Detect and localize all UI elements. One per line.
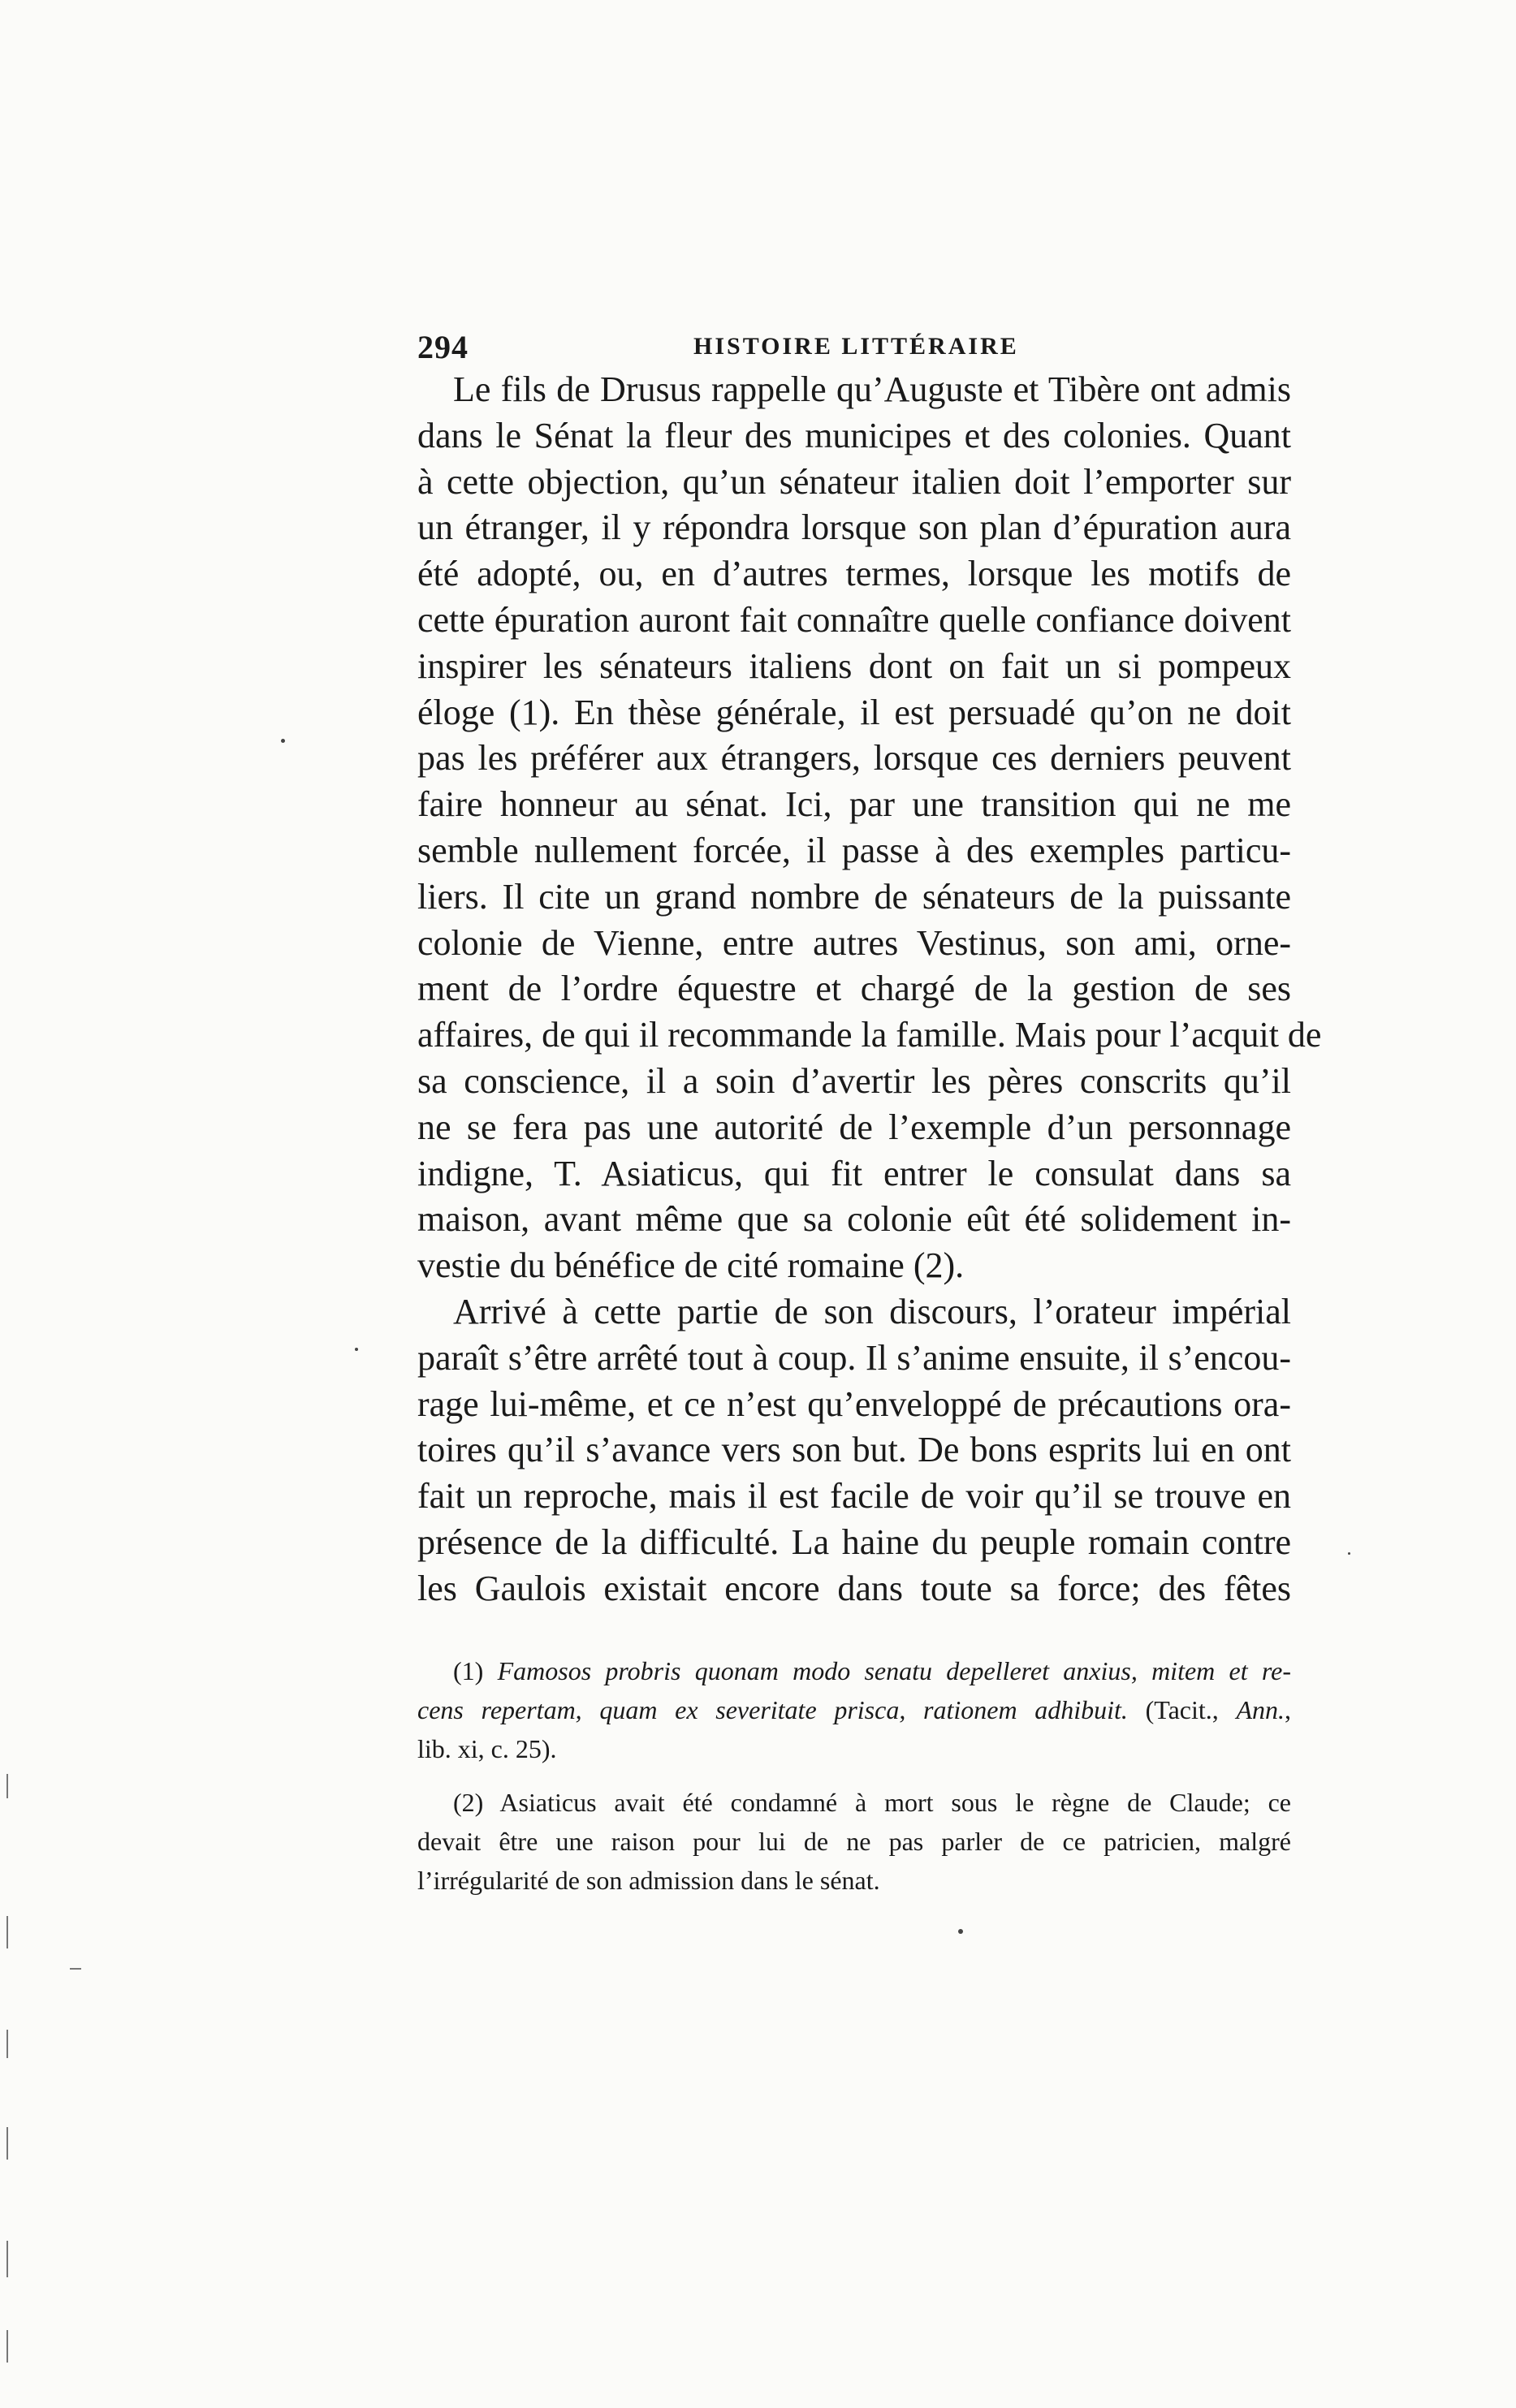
text-line: faire honneur au sénat. Ici, par une transition qui ne me [417,784,1291,825]
footnote-1-quote: cens repertam, quam ex severitate prisca, rationem adhibuit. [417,1695,1128,1724]
text-line: indigne, T. Asiaticus, qui fit entrer le consulat dans sa [417,1153,1291,1193]
text-line: fait un reproche, mais il est facile de voir qu’il se trouve en [417,1476,1291,1517]
scan-speck [281,739,285,743]
text-line: un étranger, il y répondra lorsque son plan d’épuration aura [417,507,1291,548]
text-line: pas les préférer aux étrangers, lorsque ces derniers peuvent [417,738,1291,779]
scan-mark [6,2330,8,2363]
text-line: dans le Sénat la fleur des municipes et des colonies. Quant [417,415,1291,455]
footnote-1-marker: (1) [453,1656,484,1685]
footnote-1-line [417,1690,1291,1729]
footnote-2-line: devait être une raison pour lui de ne pas parler de ce patricien, malgré [417,1827,1291,1856]
scan-mark [6,2030,8,2058]
text-line: paraît s’être arrêté tout à coup. Il s’anime ensuite, il s’encou- [417,1337,1291,1378]
page-number: 294 [417,329,469,365]
text-line: liers. Il cite un grand nombre de sénateurs de la puissante [417,876,1291,917]
text-line: semble nullement forcée, il passe à des exemples particu- [417,830,1291,870]
text-line: vestie du bénéfice de cité romaine (2). [417,1245,965,1286]
footnote-1-ref-comma: , [1285,1695,1291,1724]
scan-speck [1348,1552,1350,1555]
scan-mark [6,2127,8,2160]
text-line: présence de la difficulté. La haine du peuple romain contre [417,1521,1291,1562]
scan-speck [958,1929,963,1934]
text-line: affaires, de qui il recommande la famille. Mais pour l’acquit de [417,1015,1322,1055]
text-line: à cette objection, qu’un sénateur italien doit l’emporter sur [417,461,1291,502]
text-line: cette épuration auront fait connaître quelle confiance doivent [417,599,1291,640]
footnote-1-line [417,1651,1291,1690]
text-line: sa conscience, il a soin d’avertir les pères conscrits qu’il [417,1060,1291,1101]
text-line: été adopté, ou, en d’autres termes, lorsque les motifs de [417,554,1291,594]
text-line: Le fils de Drusus rappelle qu’Auguste et Tibère ont admis [453,369,1291,409]
text-line: rage lui-même, et ce n’est qu’enveloppé de précautions ora- [417,1383,1291,1424]
footnote-1-line: lib. xi, c. 25). [417,1734,557,1763]
text-line: inspirer les sénateurs italiens dont on fait un si pompeux [417,645,1291,686]
text-line: colonie de Vienne, entre autres Vestinus, son ami, orne- [417,922,1291,963]
scan-mark [70,1968,81,1970]
footnotes [417,1651,1291,1900]
text-line: maison, avant même que sa colonie eût été solidement in- [417,1199,1291,1240]
footnote-2-line: l’irrégularité de son admission dans le sénat. [417,1866,880,1895]
scan-mark [6,1916,8,1948]
text-line: toires qu’il s’avance vers son but. De bons esprits lui en ont [417,1430,1291,1470]
footnote-1-ref: (Tacit., [1145,1695,1219,1724]
text-line: éloge (1). En thèse générale, il est persuadé qu’on ne doit [417,692,1291,732]
text-line: ne se fera pas une autorité de l’exemple d’un personnage [417,1107,1291,1147]
text-line: ment de l’ordre équestre et chargé de la gestion de ses [417,969,1291,1009]
scan-mark [6,2241,8,2277]
footnote-2-line: (2) Asiaticus avait été condamné à mort sous le règne de Claude; ce [453,1788,1291,1817]
text-line: les Gaulois existait encore dans toute sa force; des fêtes [417,1568,1291,1608]
footnote-gap [417,1768,1291,1783]
body-text [417,367,1322,1612]
footnote-1-ref-ann: Ann. [1236,1695,1285,1724]
text-line: Arrivé à cette partie de son discours, l’orateur impérial [453,1291,1291,1331]
scan-mark [6,1774,8,1798]
running-title: HISTOIRE LITTÉRAIRE [693,333,1019,360]
scan-speck [355,1348,358,1351]
footnote-1-quote: Famosos probris quonam modo senatu depelleret anxius, mitem et re- [497,1656,1292,1685]
running-head [417,328,1286,369]
